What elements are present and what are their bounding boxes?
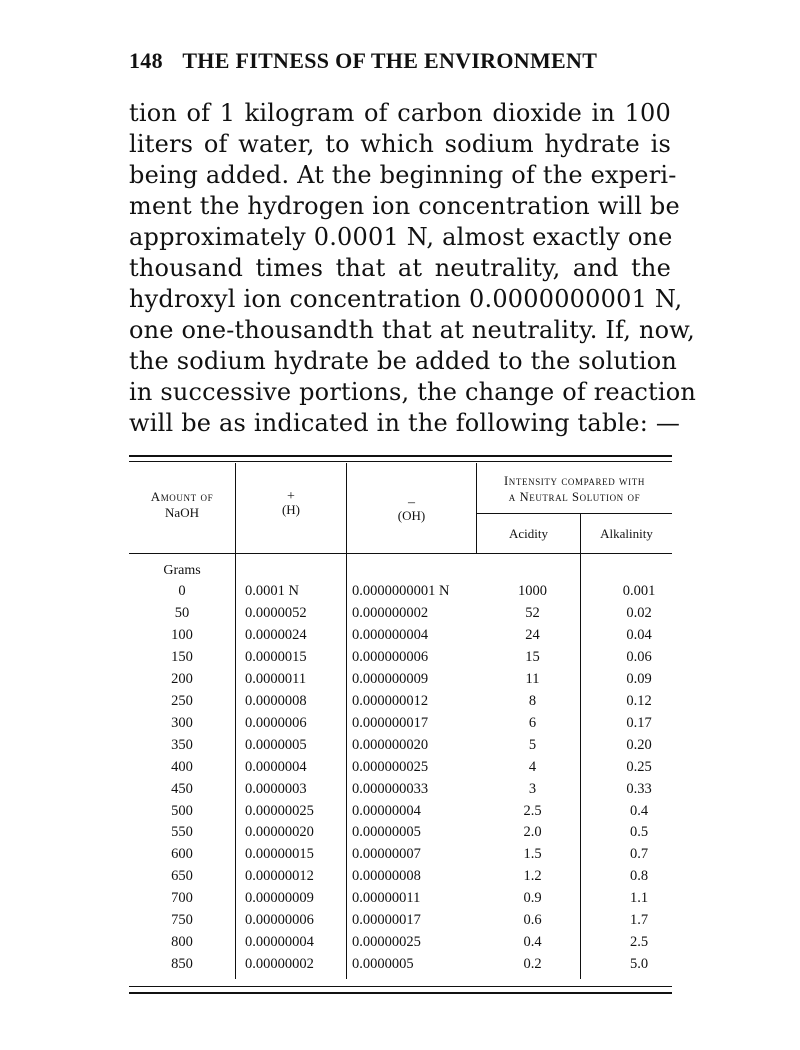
table-row bbox=[129, 865, 672, 887]
hydrogen-ion-cell: 0.00000009 bbox=[245, 890, 314, 907]
naoh-cell: 600 bbox=[171, 846, 193, 863]
hydroxyl-ion-cell: 0.00000025 bbox=[352, 934, 421, 951]
alkalinity-cell: 0.04 bbox=[626, 626, 652, 643]
paragraph-line: one one-thousandth that at neutrality. If, now, bbox=[129, 316, 695, 344]
naoh-cell: 700 bbox=[171, 890, 193, 907]
page-number: 148 bbox=[129, 48, 163, 73]
naoh-cell: 50 bbox=[174, 604, 190, 621]
alkalinity-cell: 0.33 bbox=[626, 780, 652, 797]
hydrogen-ion-cell: 0.00000012 bbox=[245, 868, 314, 885]
alkalinity-cell: 0.09 bbox=[626, 670, 652, 687]
paragraph-line: will be as indicated in the following table: — bbox=[129, 409, 681, 437]
acidity-cell: 5 bbox=[528, 736, 537, 753]
acidity-cell: 1.5 bbox=[523, 846, 542, 863]
table-row bbox=[129, 909, 672, 931]
alkalinity-cell: 0.06 bbox=[626, 648, 652, 665]
paragraph-line: tion of 1 kilogram of carbon dioxide in 100 bbox=[129, 99, 671, 127]
paragraph-line: liters of water, to which sodium hydrate is bbox=[129, 130, 671, 158]
body-paragraph bbox=[129, 98, 697, 439]
header-hydrogen bbox=[236, 489, 346, 518]
alkalinity-cell: 0.17 bbox=[626, 714, 652, 731]
hydroxyl-ion-cell: 0.000000002 bbox=[352, 604, 429, 621]
acidity-cell: 0.9 bbox=[523, 890, 542, 907]
naoh-cell: 500 bbox=[171, 802, 193, 819]
header-h-label: (H) bbox=[281, 502, 301, 517]
acidity-cell: 2.5 bbox=[523, 802, 542, 819]
alkalinity-cell: 0.7 bbox=[629, 846, 649, 863]
naoh-cell: 850 bbox=[171, 956, 193, 973]
acidity-cell: 1000 bbox=[518, 583, 547, 599]
table-row bbox=[129, 668, 672, 690]
header-alkalinity bbox=[581, 526, 672, 542]
table-row bbox=[129, 624, 672, 646]
acidity-cell: 11 bbox=[525, 670, 540, 687]
naoh-cell: 350 bbox=[171, 736, 193, 753]
alkalinity-cell: 5.0 bbox=[629, 956, 649, 973]
table-row bbox=[129, 602, 672, 624]
hydroxyl-ion-cell: 0.00000007 bbox=[352, 846, 421, 863]
hydroxyl-ion-cell: 0.0000000001 N bbox=[352, 583, 450, 599]
hydroxyl-ion-cell: 0.000000012 bbox=[352, 692, 429, 709]
naoh-cell: 400 bbox=[171, 758, 193, 775]
header-acidity bbox=[477, 526, 580, 542]
hydrogen-ion-cell: 0.00000025 bbox=[245, 802, 314, 819]
table-row bbox=[129, 734, 672, 756]
acidity-cell: 2.0 bbox=[523, 824, 542, 841]
acidity-cell: 8 bbox=[528, 692, 537, 709]
paragraph-line: approximately 0.0001 N, almost exactly one bbox=[129, 223, 673, 251]
header-acidity-label: Acidity bbox=[509, 526, 548, 541]
hydrogen-ion-cell: 0.00000006 bbox=[245, 912, 314, 929]
header-hydroxyl bbox=[347, 495, 476, 524]
table-row bbox=[129, 800, 672, 822]
paragraph-line: thousand times that at neutrality, and the bbox=[129, 254, 671, 282]
naoh-cell: 550 bbox=[171, 824, 193, 841]
header-alkalinity-label: Alkalinity bbox=[600, 526, 653, 541]
table-row bbox=[129, 690, 672, 712]
hydrogen-ion-cell: 0.0000005 bbox=[245, 736, 307, 753]
header-intensity-line2: a Neutral Solution of bbox=[508, 490, 641, 504]
table-bottom-rule bbox=[129, 986, 672, 987]
table-row bbox=[129, 778, 672, 800]
header-oh-label: (OH) bbox=[397, 508, 426, 523]
table-top-rule-inner bbox=[129, 461, 672, 462]
table-top-rule bbox=[129, 455, 672, 457]
naoh-cell: 300 bbox=[171, 714, 193, 731]
plus-sign: + bbox=[287, 489, 295, 504]
acidity-cell: 0.2 bbox=[523, 956, 542, 973]
hydrogen-ion-cell: 0.00000020 bbox=[245, 824, 314, 841]
naoh-cell: 750 bbox=[171, 912, 193, 929]
paragraph-line: ment the hydrogen ion concentration will be bbox=[129, 192, 680, 220]
hydrogen-ion-cell: 0.00000002 bbox=[245, 956, 314, 973]
table-bottom-rule-outer bbox=[129, 992, 672, 994]
hydroxyl-ion-cell: 0.00000017 bbox=[352, 912, 421, 929]
hydrogen-ion-cell: 0.0000004 bbox=[245, 758, 307, 775]
hydrogen-ion-cell: 0.00000004 bbox=[245, 934, 314, 951]
table-row bbox=[129, 646, 672, 668]
hydrogen-ion-cell: 0.0000003 bbox=[245, 780, 307, 797]
subheader-rule bbox=[477, 513, 672, 514]
alkalinity-cell: 0.001 bbox=[622, 583, 656, 599]
acidity-cell: 4 bbox=[528, 758, 537, 775]
header-amount-naoh bbox=[129, 489, 235, 521]
alkalinity-cell: 2.5 bbox=[629, 934, 649, 951]
paragraph-line: hydroxyl ion concentration 0.0000000001 N, bbox=[129, 285, 683, 313]
naoh-cell: 200 bbox=[171, 670, 193, 687]
naoh-cell: 100 bbox=[171, 626, 193, 643]
acidity-cell: 6 bbox=[528, 714, 537, 731]
hydrogen-ion-cell: 0.0000024 bbox=[245, 626, 307, 643]
alkalinity-cell: 0.02 bbox=[626, 604, 652, 621]
minus-sign: – bbox=[408, 495, 415, 510]
naoh-cell: 650 bbox=[171, 868, 193, 885]
grams-unit-label: Grams bbox=[163, 563, 201, 578]
table-row bbox=[129, 953, 672, 975]
alkalinity-cell: 0.8 bbox=[629, 868, 649, 885]
naoh-cell: 0 bbox=[178, 583, 186, 599]
acidity-cell: 0.6 bbox=[523, 912, 542, 929]
running-title: THE FITNESS OF THE ENVIRONMENT bbox=[182, 48, 598, 73]
header-intensity bbox=[477, 473, 672, 505]
acidity-cell: 52 bbox=[525, 604, 540, 621]
table-row bbox=[129, 843, 672, 865]
hydroxyl-ion-cell: 0.000000009 bbox=[352, 670, 429, 687]
hydroxyl-ion-cell: 0.00000011 bbox=[352, 890, 421, 907]
hydrogen-ion-cell: 0.0001 N bbox=[245, 583, 299, 599]
hydroxyl-ion-cell: 0.000000017 bbox=[352, 714, 429, 731]
header-bottom-rule bbox=[129, 553, 672, 554]
acidity-cell: 1.2 bbox=[523, 868, 542, 885]
acidity-cell: 3 bbox=[528, 780, 537, 797]
paragraph-line: being added. At the beginning of the experi- bbox=[129, 161, 677, 189]
naoh-cell: 150 bbox=[171, 648, 193, 665]
hydrogen-ion-cell: 0.0000015 bbox=[245, 648, 307, 665]
paragraph-line: in successive portions, the change of reaction bbox=[129, 378, 697, 406]
hydroxyl-ion-cell: 0.000000020 bbox=[352, 736, 429, 753]
alkalinity-cell: 0.5 bbox=[629, 824, 649, 841]
header-naoh-label: NaOH bbox=[165, 505, 199, 520]
naoh-cell: 250 bbox=[171, 692, 193, 709]
alkalinity-cell: 0.4 bbox=[629, 802, 649, 819]
paragraph-line: the sodium hydrate be added to the solution bbox=[129, 347, 678, 375]
header-amount-label: Amount of bbox=[150, 489, 214, 504]
alkalinity-cell: 1.7 bbox=[629, 912, 649, 929]
hydrogen-ion-cell: 0.00000015 bbox=[245, 846, 314, 863]
header-intensity-line1: Intensity compared with bbox=[504, 474, 645, 488]
table-row bbox=[129, 580, 672, 602]
table-row bbox=[129, 712, 672, 734]
hydroxyl-ion-cell: 0.0000005 bbox=[352, 956, 414, 973]
alkalinity-cell: 1.1 bbox=[629, 890, 649, 907]
hydrogen-ion-cell: 0.0000011 bbox=[245, 670, 307, 687]
table-row bbox=[129, 931, 672, 953]
alkalinity-cell: 0.12 bbox=[626, 692, 652, 709]
hydroxyl-ion-cell: 0.00000005 bbox=[352, 824, 421, 841]
hydroxyl-ion-cell: 0.000000004 bbox=[352, 626, 429, 643]
acidity-cell: 0.4 bbox=[523, 934, 542, 951]
hydrogen-ion-cell: 0.0000008 bbox=[245, 692, 307, 709]
table-row bbox=[129, 756, 672, 778]
hydroxyl-ion-cell: 0.00000008 bbox=[352, 868, 421, 885]
naoh-cell: 800 bbox=[171, 934, 193, 951]
hydrogen-ion-cell: 0.0000006 bbox=[245, 714, 307, 731]
acidity-cell: 24 bbox=[525, 626, 540, 643]
hydroxyl-ion-cell: 0.00000004 bbox=[352, 802, 421, 819]
alkalinity-cell: 0.25 bbox=[626, 758, 652, 775]
hydroxyl-ion-cell: 0.000000033 bbox=[352, 780, 429, 797]
running-head bbox=[129, 48, 669, 78]
table-row bbox=[129, 887, 672, 909]
table-row bbox=[129, 821, 672, 843]
alkalinity-cell: 0.20 bbox=[626, 736, 652, 753]
hydroxyl-ion-cell: 0.000000025 bbox=[352, 758, 429, 775]
hydrogen-ion-cell: 0.0000052 bbox=[245, 604, 307, 621]
hydroxyl-ion-cell: 0.000000006 bbox=[352, 648, 429, 665]
naoh-cell: 450 bbox=[171, 780, 193, 797]
acidity-cell: 15 bbox=[525, 648, 540, 665]
